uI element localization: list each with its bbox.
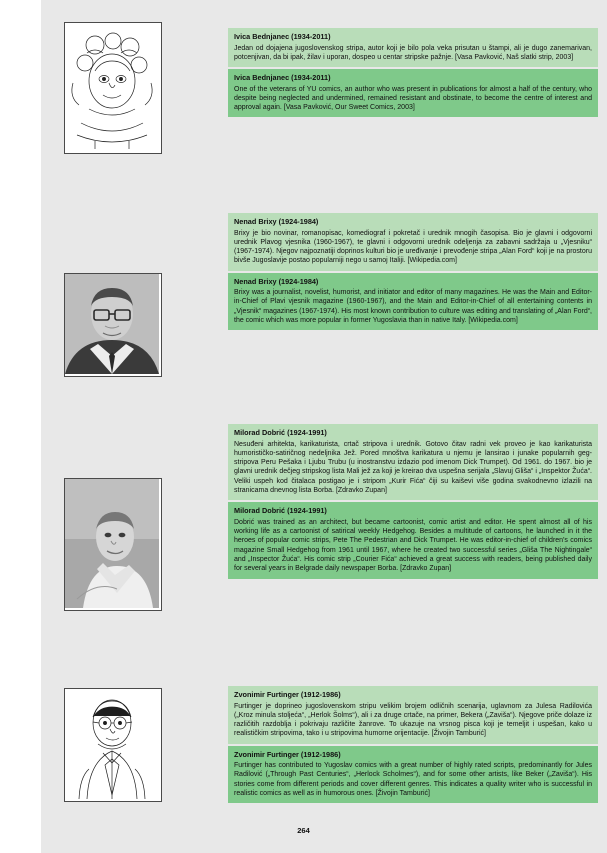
entry-body-serbian: Furtinger je doprineo jugoslovenskom stripu velikim brojem odličnih scenarija, uglavnom za Julesa Radilovića („Kroz minula stoljeća“, „Herlok Šolms“), ali i za druge crtače, na primer, Bekera („Zaviša“). Njegove priče dolaze iz različitih razdoblja i pokrivaju različite žanrove. To ukazuje na vrsnog pisca koji je temeljit i uspešan, kako u realističkim stripovima, tako i u stripovima humorne orijentacije. [Živojin Tamburić]	[234, 702, 592, 738]
entry-body-serbian: Nesuđeni arhitekta, karikaturista, crtač stripova i urednik. Gotovo čitav radni vek proveo je kao karikaturista humorističko-satiričnog nedeljnika Jež. Pored mnoštva karikatura u njemu je lansirao i junake popularnih geg-stripova Peru Pešaka i Ljubu Trubu (u inostranstvu izdazio pod imenom Dick Trumpet). Od 1961. do 1967. bio je glavni urednik dečjeg stripskog lista Mali jež za koji je kreirao dva uspešna serijala „Slavuj Gliša“ i „Inspektor Žuća“. Veliki uspeh kod čitalaca postigao je i stripom „Kurir Fića“ čiji su kaiševi više godina svakodnevno izlazili na stranicama dnevnog lista Borba. [Zdravko Zupan]	[234, 440, 592, 494]
entry-block-serbian	[228, 686, 598, 744]
entry-text-milorad-dobric	[228, 424, 598, 581]
entry-heading-serbian: Milorad Dobrić (1924-1991)	[234, 428, 327, 437]
entry-block-serbian	[228, 213, 598, 271]
portrait-milorad-dobric	[64, 478, 162, 611]
entry-body-serbian: Brixy je bio novinar, romanopisac, komediograf i pokretač i urednik mnogih časopisa. Bio je glavni i odgovorni urednik Plavog vjesnika (1960-1967), te glavni i odgovorni urednik odeljenja za zabavni sadržaja u „Vjesniku“ (1967-1974). Njegov najpoznatiji doprinos kulturi bio je uređivanje i prevođenje stripa „Alan Ford“ koji je na prostoru bivše Jugoslavije postao popularniji nego u samoj Italiji. [Wikipedia.com]	[234, 229, 592, 265]
illustration-photo-portrait-man-glasses	[65, 274, 159, 374]
illustration-drawing-man-with-glasses	[65, 689, 159, 799]
entry-block-english	[228, 502, 598, 578]
entry-block-english	[228, 69, 598, 117]
entry-body-english: Furtinger has contributed to Yugoslav comics with a great number of highly rated scripts, predominantly for Jules Radilović („Through Past Centuries“, „Herlock Scholmes“), and for some other artists, like Beker („Zaviša“). His stories come from different periods and cover different genres. This indicates a quality writer who is successful in realistic comics as well as in humorous ones. [Živojin Tamburić]	[234, 762, 592, 798]
entry-heading-english: Nenad Brixy (1924-1984)	[234, 276, 319, 286]
portrait-zvonimir-furtinger	[64, 688, 162, 802]
portrait-ivica-bednjanec	[64, 22, 162, 154]
entry-heading-serbian: Ivica Bednjanec (1934-2011)	[234, 32, 331, 41]
illustration-caricature-group	[65, 23, 159, 151]
entry-block-serbian	[228, 424, 598, 500]
entry-block-english	[228, 746, 598, 804]
entry-heading-english: Milorad Dobrić (1924-1991)	[234, 506, 327, 516]
entry-body-english: One of the veterans of YU comics, an author who was present in publications for almost a half of the century, who despite being neglected and undermined, remained resistant and obstinate, to become the centre of interest and approval again. [Vasa Pavković, Our Sweet Comics, 2003]	[234, 85, 592, 112]
page-number: 264	[297, 826, 310, 835]
entry-heading-serbian: Nenad Brixy (1924-1984)	[234, 217, 319, 226]
entry-body-english: Brixy was a journalist, novelist, humorist, and initiator and editor of many magazines. He was the Main and Editor-in-Chief of Plavi vjesnik magazine (1960-1967), and the Main and Editor-in-Chief of all entertaining contents in „Vjesnik“ magazines (1967-1974). His most known contribution to culture was editing and translating of „Alan Ford“, the comic which was more popular in former Yugoslavia than in native Italy. [Wikipedia.com]	[234, 289, 592, 325]
entry-block-serbian	[228, 28, 598, 67]
entry-text-zvonimir-furtinger	[228, 686, 598, 805]
entry-block-english	[228, 273, 598, 331]
entry-body-serbian: Jedan od dojajena jugoslovenskog stripa, autor koji je bilo pola veka prisutan u štampi, ali je dugo zanemarivan, potcenjivan, da bi ipak, žilav i uporan, dospeo u centar stripske pažnje. [Vasa Pavković, Naš slatki strip, 2003]	[234, 44, 592, 61]
page-left-margin	[0, 0, 41, 853]
entry-heading-english: Zvonimir Furtinger (1912-1986)	[234, 749, 341, 759]
entry-body-english: Dobrić was trained as an architect, but became cartoonist, comic artist and editor. He spent almost all of his working life as a cartoonist of satirical weekly Hedgehog. Besides a multitude of cartoons, he launched in it the heroes of popular comic strips, Pete The Pedestrian and Dick Trumpet. He was editor-in-chief of children's comics magazine Small Hedgehog from 1961 until 1967, where he created two successful series „Gliša The Nightingale“ and „Inspector Žuća“. His comic strip „Courier Fića“ achieved a great success with readers, being published daily for several years in Belgrade daily newspaper Borba. [Zdravko Zupan]	[234, 518, 592, 573]
entry-text-nenad-brixy	[228, 213, 598, 332]
entry-heading-english: Ivica Bednjanec (1934-2011)	[234, 73, 331, 83]
entry-heading-serbian: Zvonimir Furtinger (1912-1986)	[234, 690, 341, 699]
entry-text-ivica-bednjanec	[228, 28, 598, 119]
portrait-nenad-brixy	[64, 273, 162, 377]
illustration-photo-portrait-seated-man	[65, 479, 159, 608]
